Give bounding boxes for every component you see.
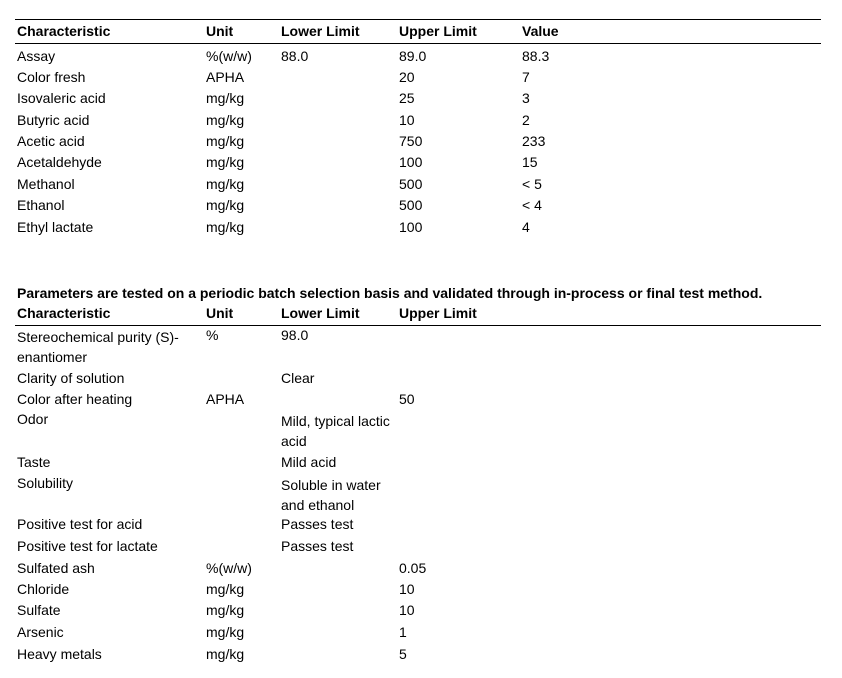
upper-limit-cell: 1 [399, 624, 407, 640]
unit-cell: mg/kg [206, 197, 245, 213]
lower-limit-cell: 98.0 [281, 327, 309, 343]
table1-header-unit: Unit [206, 23, 234, 39]
upper-limit-cell: 750 [399, 133, 423, 149]
upper-limit-cell: 500 [399, 197, 423, 213]
table1-header-lower-limit: Lower Limit [281, 23, 360, 39]
table1-header-upper-limit: Upper Limit [399, 23, 477, 39]
upper-limit-cell: 10 [399, 112, 415, 128]
characteristic-cell: Acetic acid [17, 133, 85, 149]
characteristic-cell: Methanol [17, 176, 75, 192]
characteristic-cell: Ethyl lactate [17, 219, 94, 235]
upper-limit-cell: 10 [399, 602, 415, 618]
characteristic-cell: Taste [17, 454, 51, 470]
upper-limit-cell: 50 [399, 391, 415, 407]
characteristic-cell: Ethanol [17, 197, 65, 213]
characteristic-cell: Color fresh [17, 69, 86, 85]
characteristic-cell: Arsenic [17, 624, 64, 640]
unit-cell: mg/kg [206, 133, 245, 149]
unit-cell: mg/kg [206, 154, 245, 170]
table1-header-value: Value [522, 23, 559, 39]
upper-limit-cell: 100 [399, 154, 423, 170]
value-cell: 3 [522, 90, 530, 106]
value-cell: 233 [522, 133, 546, 149]
unit-cell: APHA [206, 391, 245, 407]
table2-note: Parameters are tested on a periodic batch selection basis and validated through in-process or final test method. [17, 285, 763, 301]
characteristic-cell: Clarity of solution [17, 370, 125, 386]
characteristic-cell: Chloride [17, 581, 70, 597]
characteristic-cell: Solubility [17, 475, 74, 491]
table1-header-rule [15, 43, 821, 44]
unit-cell: mg/kg [206, 90, 245, 106]
unit-cell: mg/kg [206, 602, 245, 618]
characteristic-cell: Sulfated ash [17, 560, 95, 576]
unit-cell: %(w/w) [206, 560, 252, 576]
value-cell: < 5 [522, 176, 542, 192]
lower-limit-cell: Clear [281, 370, 315, 386]
unit-cell: APHA [206, 69, 245, 85]
unit-cell: mg/kg [206, 581, 245, 597]
characteristic-cell: Positive test for lactate [17, 538, 158, 554]
lower-limit-cell: Mild acid [281, 454, 337, 470]
characteristic-cell: Assay [17, 48, 56, 64]
table1-header-characteristic: Characteristic [17, 23, 111, 39]
lower-limit-cell: Soluble in water and ethanol [281, 477, 381, 513]
characteristic-cell: Odor [17, 411, 49, 427]
characteristic-cell: Stereochemical purity (S)- enantiomer [17, 329, 179, 365]
characteristic-cell: Color after heating [17, 391, 133, 407]
unit-cell: % [206, 327, 219, 343]
table2-header-rule [15, 325, 821, 326]
unit-cell: mg/kg [206, 646, 245, 662]
unit-cell: mg/kg [206, 219, 245, 235]
unit-cell: mg/kg [206, 624, 245, 640]
lower-limit-cell: 88.0 [281, 48, 309, 64]
upper-limit-cell: 0.05 [399, 560, 427, 576]
upper-limit-cell: 10 [399, 581, 415, 597]
characteristic-cell: Acetaldehyde [17, 154, 102, 170]
value-cell: 2 [522, 112, 530, 128]
lower-limit-cell: Passes test [281, 538, 354, 554]
upper-limit-cell: 100 [399, 219, 423, 235]
characteristic-cell: Sulfate [17, 602, 61, 618]
unit-cell: %(w/w) [206, 48, 252, 64]
unit-cell: mg/kg [206, 176, 245, 192]
upper-limit-cell: 20 [399, 69, 415, 85]
table2-header-characteristic: Characteristic [17, 305, 111, 321]
lower-limit-cell: Mild, typical lactic acid [281, 413, 390, 449]
characteristic-cell: Positive test for acid [17, 516, 143, 532]
table2-header-unit: Unit [206, 305, 234, 321]
table2-header-upper-limit: Upper Limit [399, 305, 477, 321]
upper-limit-cell: 5 [399, 646, 407, 662]
value-cell: < 4 [522, 197, 542, 213]
upper-limit-cell: 25 [399, 90, 415, 106]
characteristic-cell: Isovaleric acid [17, 90, 106, 106]
value-cell: 7 [522, 69, 530, 85]
lower-limit-cell: Passes test [281, 516, 354, 532]
unit-cell: mg/kg [206, 112, 245, 128]
value-cell: 15 [522, 154, 538, 170]
table1-top-rule [15, 19, 821, 20]
value-cell: 88.3 [522, 48, 550, 64]
upper-limit-cell: 500 [399, 176, 423, 192]
characteristic-cell: Butyric acid [17, 112, 90, 128]
value-cell: 4 [522, 219, 530, 235]
upper-limit-cell: 89.0 [399, 48, 427, 64]
characteristic-cell: Heavy metals [17, 646, 102, 662]
table2-header-lower-limit: Lower Limit [281, 305, 360, 321]
